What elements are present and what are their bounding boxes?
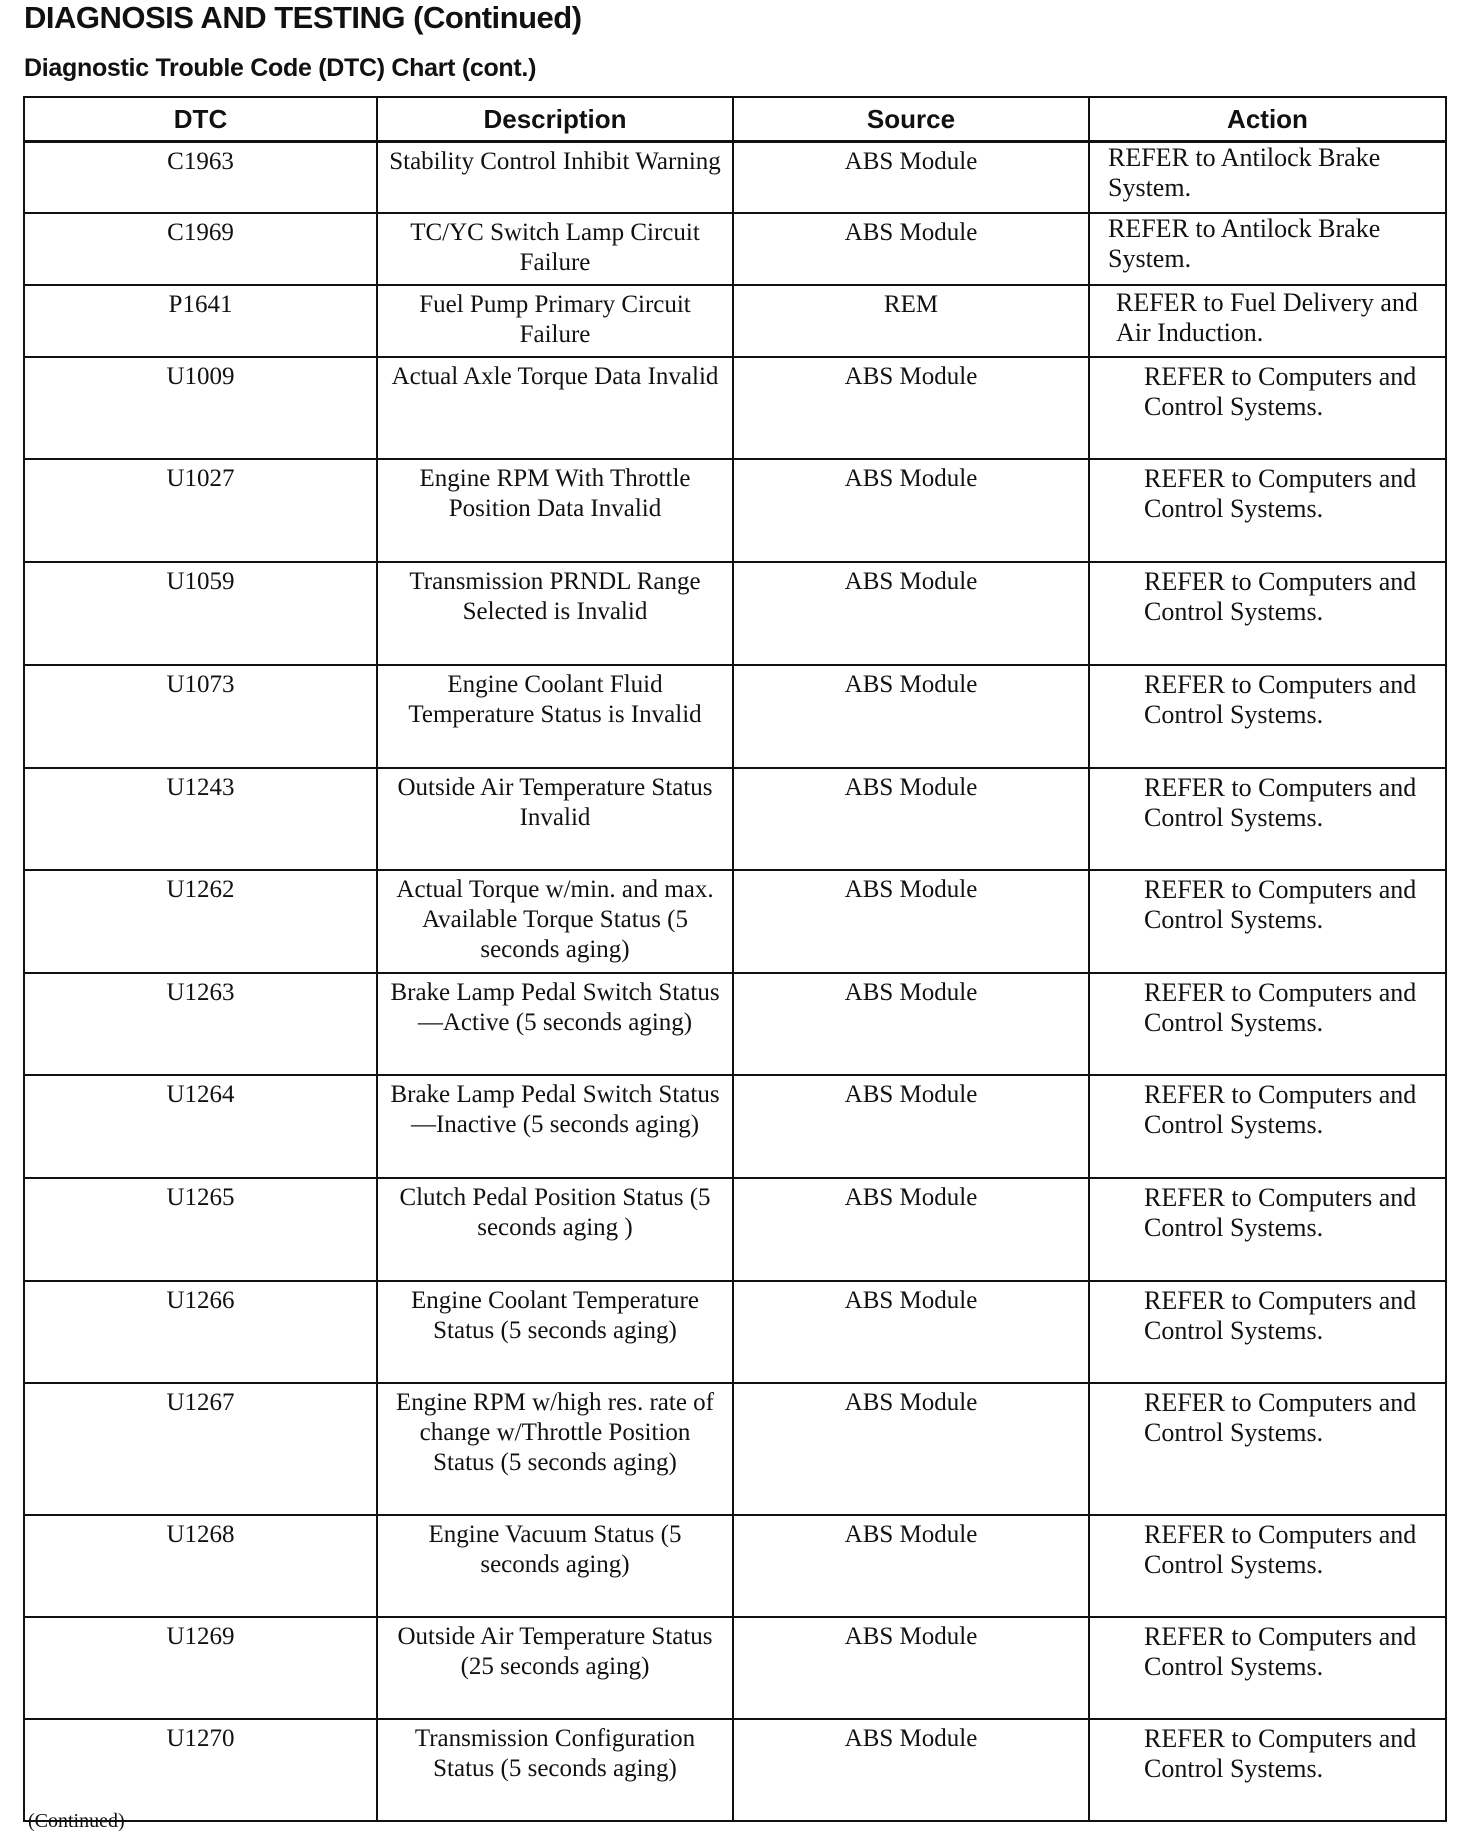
dtc-description: Actual Torque w/min. and max. Available Torque Status (5 seconds aging)	[377, 870, 733, 973]
table-row	[24, 1719, 1446, 1821]
dtc-source: ABS Module	[733, 973, 1089, 1075]
table-row	[24, 1383, 1446, 1515]
dtc-code: U1266	[24, 1281, 377, 1383]
continued-footer: (Continued)	[28, 1810, 125, 1832]
table-row	[24, 142, 1446, 213]
dtc-code: U1265	[24, 1178, 377, 1281]
dtc-code: U1264	[24, 1075, 377, 1178]
dtc-source: ABS Module	[733, 562, 1089, 665]
dtc-source: ABS Module	[733, 142, 1089, 213]
table-header-row	[24, 97, 1446, 142]
table-row	[24, 973, 1446, 1075]
dtc-source: ABS Module	[733, 357, 1089, 459]
dtc-description: Engine Coolant Fluid Temperature Status is Invalid	[377, 665, 733, 768]
dtc-code: U1263	[24, 973, 377, 1075]
dtc-description: Transmission PRNDL Range Selected is Invalid	[377, 562, 733, 665]
dtc-action: REFER to Computers and Control Systems.	[1089, 1075, 1446, 1178]
dtc-action: REFER to Computers and Control Systems.	[1089, 1383, 1446, 1515]
table-row	[24, 1617, 1446, 1719]
dtc-action: REFER to Fuel Delivery and Air Induction.	[1089, 285, 1446, 357]
dtc-action: REFER to Computers and Control Systems.	[1089, 973, 1446, 1075]
dtc-code: U1268	[24, 1515, 377, 1617]
dtc-source: ABS Module	[733, 1075, 1089, 1178]
dtc-description: Stability Control Inhibit Warning	[377, 142, 733, 213]
dtc-source: ABS Module	[733, 1515, 1089, 1617]
dtc-description: Fuel Pump Primary Circuit Failure	[377, 285, 733, 357]
dtc-description: Engine RPM w/high res. rate of change w/Throttle Position Status (5 seconds aging)	[377, 1383, 733, 1515]
table-row	[24, 665, 1446, 768]
dtc-action: REFER to Computers and Control Systems.	[1089, 870, 1446, 973]
dtc-action: REFER to Computers and Control Systems.	[1089, 1515, 1446, 1617]
dtc-description: TC/YC Switch Lamp Circuit Failure	[377, 213, 733, 285]
table-row	[24, 213, 1446, 285]
column-header-dtc: DTC	[24, 97, 377, 142]
dtc-code: U1270	[24, 1719, 377, 1821]
table-row	[24, 768, 1446, 870]
dtc-description: Engine RPM With Throttle Position Data Invalid	[377, 459, 733, 562]
dtc-code: U1059	[24, 562, 377, 665]
table-row	[24, 1075, 1446, 1178]
dtc-action: REFER to Computers and Control Systems.	[1089, 665, 1446, 768]
column-header-description: Description	[377, 97, 733, 142]
dtc-code: U1073	[24, 665, 377, 768]
dtc-code: U1267	[24, 1383, 377, 1515]
dtc-description: Clutch Pedal Position Status (5 seconds aging )	[377, 1178, 733, 1281]
dtc-source: ABS Module	[733, 1383, 1089, 1515]
dtc-action: REFER to Computers and Control Systems.	[1089, 1719, 1446, 1821]
dtc-code: U1262	[24, 870, 377, 973]
dtc-source: ABS Module	[733, 1178, 1089, 1281]
column-header-source: Source	[733, 97, 1089, 142]
table-row	[24, 285, 1446, 357]
dtc-action: REFER to Computers and Control Systems.	[1089, 459, 1446, 562]
dtc-code: P1641	[24, 285, 377, 357]
dtc-source: ABS Module	[733, 1617, 1089, 1719]
dtc-action: REFER to Computers and Control Systems.	[1089, 562, 1446, 665]
table-row	[24, 562, 1446, 665]
dtc-source: ABS Module	[733, 1719, 1089, 1821]
dtc-source: ABS Module	[733, 665, 1089, 768]
dtc-action: REFER to Computers and Control Systems.	[1089, 768, 1446, 870]
table-row	[24, 1515, 1446, 1617]
dtc-description: Brake Lamp Pedal Switch Status—Inactive (5 seconds aging)	[377, 1075, 733, 1178]
dtc-source: ABS Module	[733, 768, 1089, 870]
dtc-description: Outside Air Temperature Status (25 seconds aging)	[377, 1617, 733, 1719]
dtc-source: REM	[733, 285, 1089, 357]
dtc-action: REFER to Antilock Brake System.	[1089, 213, 1446, 285]
section-heading: Diagnostic Trouble Code (DTC) Chart (cont.)	[24, 54, 537, 82]
dtc-description: Transmission Configuration Status (5 seconds aging)	[377, 1719, 733, 1821]
page-heading: DIAGNOSIS AND TESTING (Continued)	[24, 0, 582, 35]
dtc-action: REFER to Computers and Control Systems.	[1089, 1178, 1446, 1281]
dtc-action: REFER to Computers and Control Systems.	[1089, 357, 1446, 459]
dtc-action: REFER to Antilock Brake System.	[1089, 142, 1446, 213]
dtc-action: REFER to Computers and Control Systems.	[1089, 1617, 1446, 1719]
dtc-chart-table	[23, 96, 1447, 1822]
table-row	[24, 870, 1446, 973]
dtc-code: U1027	[24, 459, 377, 562]
dtc-source: ABS Module	[733, 870, 1089, 973]
dtc-action: REFER to Computers and Control Systems.	[1089, 1281, 1446, 1383]
column-header-action: Action	[1089, 97, 1446, 142]
dtc-description: Brake Lamp Pedal Switch Status—Active (5 seconds aging)	[377, 973, 733, 1075]
dtc-code: U1243	[24, 768, 377, 870]
dtc-description: Engine Coolant Temperature Status (5 seconds aging)	[377, 1281, 733, 1383]
table-row	[24, 1281, 1446, 1383]
dtc-source: ABS Module	[733, 459, 1089, 562]
dtc-code: C1969	[24, 213, 377, 285]
dtc-description: Outside Air Temperature Status Invalid	[377, 768, 733, 870]
dtc-code: C1963	[24, 142, 377, 213]
dtc-code: U1009	[24, 357, 377, 459]
table-row	[24, 459, 1446, 562]
table-row	[24, 1178, 1446, 1281]
dtc-description: Engine Vacuum Status (5 seconds aging)	[377, 1515, 733, 1617]
dtc-source: ABS Module	[733, 213, 1089, 285]
dtc-code: U1269	[24, 1617, 377, 1719]
table-row	[24, 357, 1446, 459]
dtc-description: Actual Axle Torque Data Invalid	[377, 357, 733, 459]
dtc-source: ABS Module	[733, 1281, 1089, 1383]
